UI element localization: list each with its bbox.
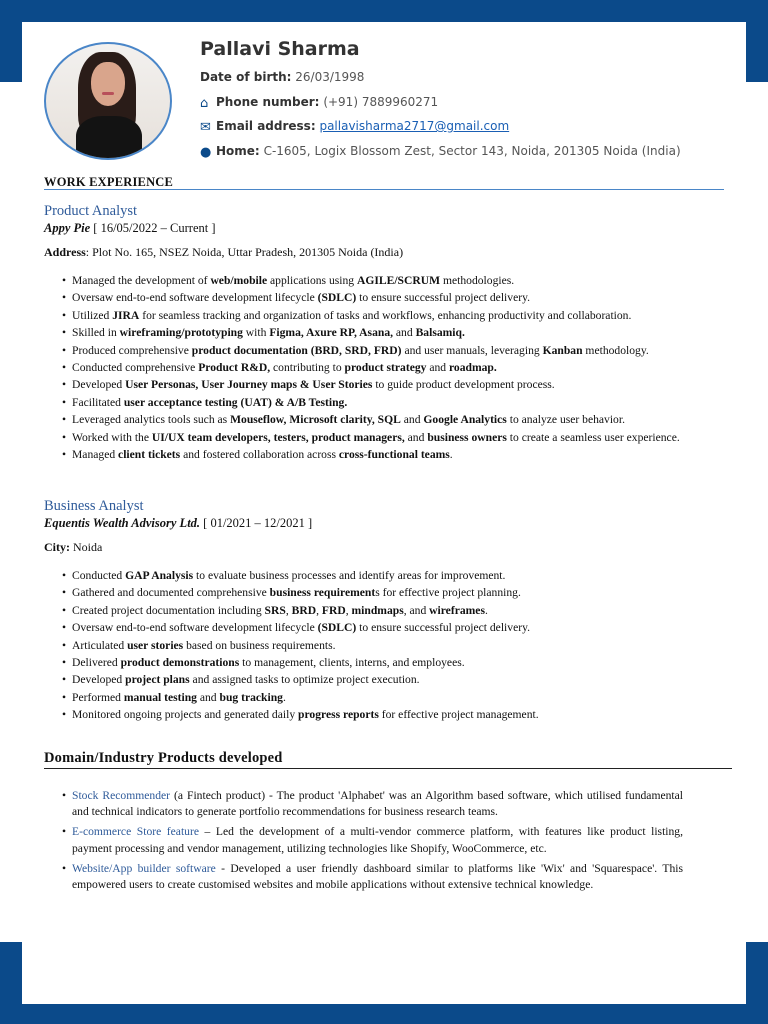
product-item: [62, 861, 683, 893]
product-description: – Led the development of a multi-vendor commerce platform, with features like product listing, payment processing and vendor management, utilizing technologies like Shopify, WooCommerce, etc.: [72, 825, 683, 855]
phone-line: [200, 95, 438, 111]
section-title-products: Domain/Industry Products developed: [44, 750, 283, 766]
frame-corner-top-left: [0, 0, 22, 82]
job-company: Appy Pie: [44, 221, 91, 235]
job-company-line: [44, 516, 312, 531]
bullet-item: • Managed the development of web/mobile applications using AGILE/SCRUM methodologies.: [62, 272, 712, 289]
job-dates: [ 16/05/2022 – Current ]: [93, 221, 216, 235]
products-list: [62, 788, 683, 897]
job-meta-label: Address: [44, 245, 86, 259]
bullet-item: • Facilitated user acceptance testing (UAT) & A/B Testing.: [62, 394, 712, 411]
job-meta-line: [44, 540, 102, 555]
bullet-item: • Worked with the UI/UX team developers, testers, product managers, and business owners to create a seamless user experience.: [62, 429, 712, 446]
bullet-item: • Oversaw end-to-end software development lifecycle (SDLC) to ensure successful project delivery.: [62, 619, 712, 636]
job-bullets: [62, 272, 712, 463]
phone-value: (+91) 7889960271: [323, 95, 439, 109]
envelope-icon: ✉: [200, 120, 211, 135]
email-line: [200, 119, 509, 135]
email-label: Email address:: [216, 119, 316, 133]
phone-label: Phone number:: [216, 95, 320, 109]
job-bullets: [62, 567, 712, 724]
bullet-item: • Monitored ongoing projects and generated daily progress reports for effective project management.: [62, 706, 712, 723]
bullet-item: • Produced comprehensive product documentation (BRD, SRD, FRD) and user manuals, leveraging Kanban methodology.: [62, 342, 712, 359]
section-divider: [44, 768, 732, 769]
bullet-item: • Delivered product demonstrations to management, clients, interns, and employees.: [62, 654, 712, 671]
dob-line: [200, 70, 364, 84]
bullet-item: • Oversaw end-to-end software development lifecycle (SDLC) to ensure successful project delivery.: [62, 289, 712, 306]
frame-corner-top-right: [746, 0, 768, 82]
dob-label: Date of birth:: [200, 70, 292, 84]
home-icon: ⌂: [200, 96, 209, 111]
section-divider: [44, 189, 724, 190]
product-description: - Developed a user friendly dashboard similar to platforms like 'Wix' and 'Squarespace'. This empowered users to create customised websites and mobile applications without extensive technical knowledge.: [72, 861, 683, 892]
job-dates: [ 01/2021 – 12/2021 ]: [203, 516, 313, 530]
section-title-work: WORK EXPERIENCE: [44, 175, 174, 189]
job-role: Product Analyst: [44, 203, 138, 219]
bullet-item: • Performed manual testing and bug tracking.: [62, 689, 712, 706]
job-role: Business Analyst: [44, 498, 144, 514]
candidate-name: Pallavi Sharma: [200, 38, 360, 60]
job-meta-line: [44, 245, 403, 260]
job-meta-label: City:: [44, 540, 70, 554]
bullet-item: • Developed User Personas, User Journey maps & User Stories to guide product development process.: [62, 376, 712, 393]
email-link[interactable]: pallavisharma2717@gmail.com: [319, 119, 510, 133]
profile-photo: [44, 42, 172, 160]
product-item: [62, 824, 683, 856]
location-pin-icon: ●: [200, 145, 212, 160]
bullet-item: • Managed client tickets and fostered collaboration across cross-functional teams.: [62, 446, 712, 463]
frame-top-bar: [0, 0, 768, 22]
home-label: Home:: [216, 144, 260, 158]
home-line: [200, 144, 681, 160]
product-name: Stock Recommender: [72, 789, 171, 802]
product-name: E-commerce Store feature: [72, 825, 199, 839]
job-meta-value: : Plot No. 165, NSEZ Noida, Uttar Pradesh, 201305 Noida (India): [85, 245, 404, 259]
bullet-item: • Conducted GAP Analysis to evaluate business processes and identify areas for improvement.: [62, 567, 712, 584]
bullet-item: • Created project documentation including SRS, BRD, FRD, mindmaps, and wireframes.: [62, 602, 712, 619]
job-company: Equentis Wealth Advisory Ltd.: [44, 516, 201, 530]
frame-bottom-bar: [0, 1004, 768, 1024]
bullet-item: • Leveraged analytics tools such as Mouseflow, Microsoft clarity, SQL and Google Analytics to analyze user behavior.: [62, 411, 712, 428]
job-company-line: [44, 221, 216, 236]
product-name: Website/App builder software: [72, 861, 216, 875]
bullet-item: • Skilled in wireframing/prototyping with Figma, Axure RP, Asana, and Balsamiq.: [62, 324, 712, 341]
dob-value: 26/03/1998: [295, 70, 365, 84]
home-value: C-1605, Logix Blossom Zest, Sector 143, Noida, 201305 Noida (India): [263, 144, 681, 158]
bullet-item: • Conducted comprehensive Product R&D, contributing to product strategy and roadmap.: [62, 359, 712, 376]
bullet-item: • Developed project plans and assigned tasks to optimize project execution.: [62, 671, 712, 688]
product-description: (a Fintech product) - The product 'Alphabet' was an Algorithm based software, which utilised fundamental and technical indicators to generate portfolio recommendations for business research teams.: [72, 789, 683, 819]
bullet-item: • Articulated user stories based on business requirements.: [62, 637, 712, 654]
product-item: [62, 788, 683, 820]
bullet-item: • Utilized JIRA for seamless tracking and organization of tasks and workflows, enhancing productivity and collaboration.: [62, 307, 712, 324]
job-meta-value: Noida: [70, 540, 103, 554]
bullet-item: • Gathered and documented comprehensive business requirements for effective project planning.: [62, 584, 712, 601]
